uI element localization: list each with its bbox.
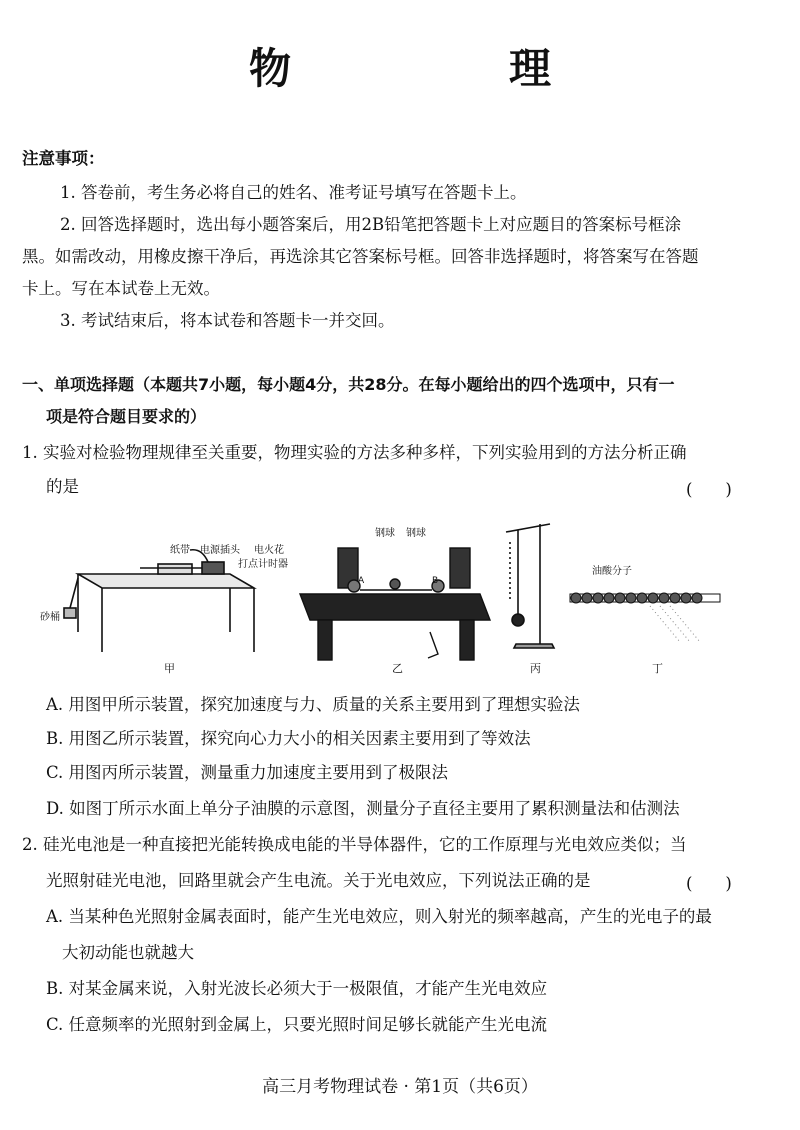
q2-option-c: C. 任意频率的光照射到金属上，只要光照时间足够长就能产生光电流 (46, 1015, 548, 1034)
page-footer: 高三月考物理试卷 · 第1页（共6页） (262, 1077, 538, 1097)
fig-yi-label: A (358, 576, 365, 586)
q2-stem-cont: 光照射硅光电池，回路里就会产生电流。关于光电效应，下列说法正确的是 (46, 871, 591, 890)
fig-jia-label: 电源插头 (200, 545, 240, 556)
q1-stem: 1. 实验对检验物理规律至关重要，物理实验的方法多种多样，下列实验用到的方法分析正确 (22, 443, 687, 462)
fig-bing-caption: 丙 (530, 662, 541, 675)
notice-item: 3. 考试结束后，将本试卷和答题卡一并交回。 (60, 311, 395, 330)
figure-yi (300, 526, 490, 675)
fig-yi-caption: 乙 (392, 662, 403, 675)
q2-answer-paren: ( ) (686, 874, 732, 893)
q1-stem-cont: 的是 (46, 477, 79, 496)
notice-item: 黑。如需改动，用橡皮擦干净后，再选涂其它答案标号框。回答非选择题时，将答案写在答题 (22, 247, 699, 266)
fig-jia-label: 纸带 (170, 545, 190, 556)
q1-option-d: D. 如图丁所示水面上单分子油膜的示意图，测量分子直径主要用了累积测量法和估测法 (46, 799, 680, 818)
notice-item: 1. 答卷前，考生务必将自己的姓名、准考证号填写在答题卡上。 (60, 183, 527, 202)
fig-ding-caption: 丁 (652, 662, 663, 675)
q1-option-a: A. 用图甲所示装置，探究加速度与力、质量的关系主要用到了理想实验法 (46, 695, 580, 714)
q1-option-c: C. 用图丙所示装置，测量重力加速度主要用到了极限法 (46, 763, 449, 782)
notice-item: 2. 回答选择题时，选出每小题答案后，用2B铅笔把答题卡上对应题目的答案标号框涂 (60, 215, 682, 234)
page-title: 物 理 (248, 44, 639, 93)
fig-yi-label: 钢球 (406, 528, 426, 539)
section-heading-cont: 项是符合题目要求的） (46, 407, 207, 426)
q2-option-a: A. 当某种色光照射金属表面时，能产生光电效应，则入射光的频率越高，产生的光电子的最 (46, 907, 712, 926)
figure-ding (570, 564, 720, 675)
fig-jia-label: 砂桶 (40, 612, 60, 623)
section-heading: 一、单项选择题（本题共7小题，每小题4分，共28分。在每小题给出的四个选项中，只有一 (22, 375, 675, 394)
notice-item: 卡上。写在本试卷上无效。 (22, 279, 220, 298)
notice-heading: 注意事项： (22, 149, 105, 168)
q1-answer-paren: ( ) (686, 480, 732, 499)
q2-stem: 2. 硅光电池是一种直接把光能转换成电能的半导体器件，它的工作原理与光电效应类似；当 (22, 835, 687, 854)
fig-ding-label: 油酸分子 (592, 566, 632, 577)
fig-yi-label: 钢球 (375, 528, 395, 539)
figure-bing (506, 524, 554, 675)
fig-jia-label: 打点计时器 (238, 559, 288, 570)
q2-option-a-cont: 大初动能也就越大 (62, 943, 194, 962)
figure-jia (40, 543, 288, 675)
q2-option-b: B. 对某金属来说，入射光波长必须大于一极限值，才能产生光电效应 (46, 979, 548, 998)
q1-option-b: B. 用图乙所示装置，探究向心力大小的相关因素主要用到了等效法 (46, 729, 531, 748)
fig-jia-label: 电火花 (254, 545, 284, 556)
fig-jia-caption: 甲 (164, 662, 175, 675)
q1-figures (40, 512, 740, 677)
fig-yi-label: B (432, 576, 439, 586)
